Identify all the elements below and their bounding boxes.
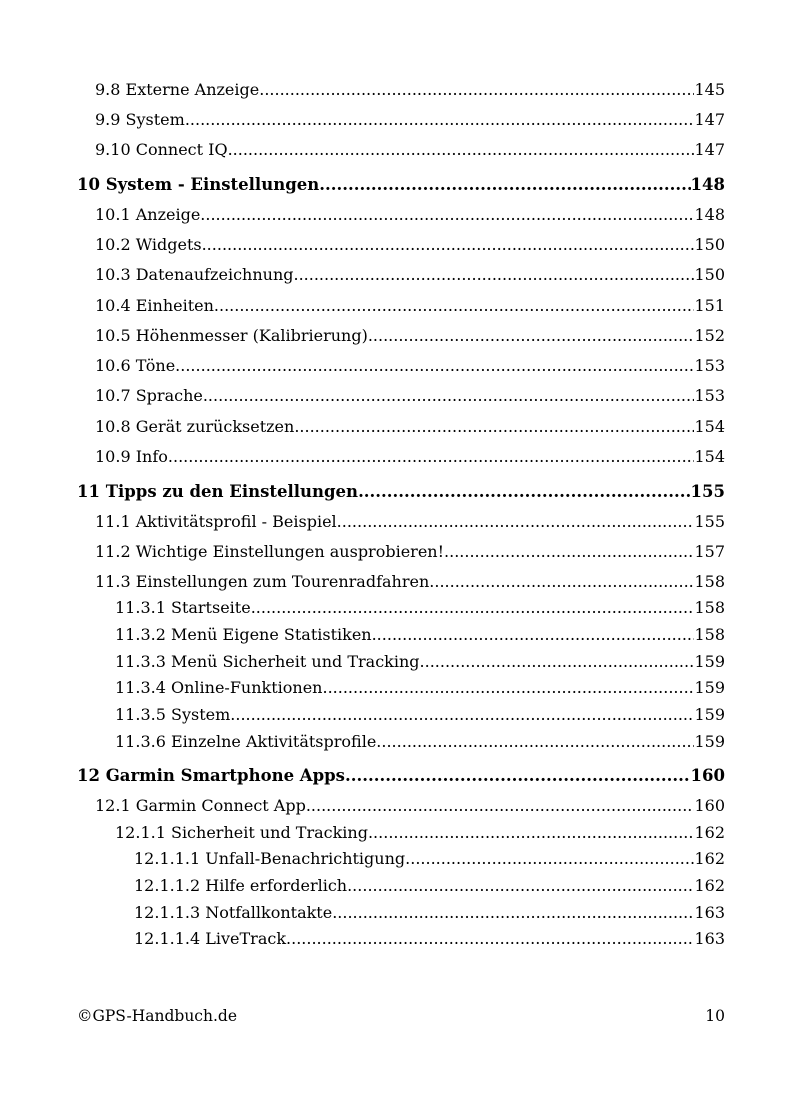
toc-entry-title: 11.1 Aktivitätsprofil - Beispiel (95, 512, 337, 531)
toc-entry[interactable] (134, 929, 725, 949)
toc-dot-leader (376, 732, 694, 752)
toc-entry-page: 162 (694, 876, 725, 895)
toc-entry-title: 10.9 Info (95, 447, 168, 466)
toc-dot-leader (337, 512, 695, 532)
toc-dot-leader (251, 598, 695, 618)
toc-entry-page: 162 (694, 823, 725, 842)
toc-entry-title: 11.3.4 Online-Funktionen (115, 678, 323, 697)
toc-entry-page: 148 (694, 205, 725, 224)
toc-dot-leader (429, 572, 694, 592)
toc-entry-page: 147 (694, 140, 725, 159)
toc-dot-leader (230, 705, 694, 725)
toc-entry-title: 10.4 Einheiten (95, 296, 214, 315)
toc-entry-page: 160 (690, 766, 725, 785)
toc-entry[interactable] (95, 326, 725, 346)
toc-entry[interactable] (77, 766, 725, 786)
toc-dot-leader (420, 652, 695, 672)
toc-dot-leader (293, 265, 694, 285)
toc-dot-leader (286, 929, 694, 949)
toc-entry[interactable] (115, 823, 725, 843)
toc-entry-title: 12.1.1.4 LiveTrack (134, 929, 287, 948)
toc-entry[interactable] (115, 705, 725, 725)
toc-dot-leader (444, 542, 694, 562)
toc-entry-page: 150 (694, 235, 725, 254)
toc-entry-title: 12 Garmin Smartphone Apps (77, 766, 345, 785)
toc-dot-leader (306, 796, 695, 816)
toc-dot-leader (332, 903, 694, 923)
toc-entry-page: 159 (694, 652, 725, 671)
toc-entry[interactable] (95, 542, 725, 562)
toc-entry[interactable] (115, 678, 725, 698)
toc-entry-title: 11.2 Wichtige Einstellungen ausprobieren! (95, 542, 445, 561)
toc-entry-title: 11.3.6 Einzelne Aktivitätsprofile (115, 732, 377, 751)
toc-entry-page: 154 (694, 447, 725, 466)
toc-entry-page: 155 (690, 482, 725, 501)
toc-dot-leader (185, 110, 695, 130)
toc-entry[interactable] (134, 849, 725, 869)
toc-entry[interactable] (95, 235, 725, 255)
footer-copyright: ©GPS-Handbuch.de (77, 1007, 237, 1025)
toc-entry-page: 158 (694, 598, 725, 617)
toc-dot-leader (372, 625, 695, 645)
toc-entry-page: 157 (694, 542, 725, 561)
toc-entry-title: 10.7 Sprache (95, 386, 203, 405)
toc-dot-leader (203, 386, 695, 406)
toc-entry-title: 12.1 Garmin Connect App (95, 796, 306, 815)
toc-entry[interactable] (95, 110, 725, 130)
toc-entry-page: 163 (694, 903, 725, 922)
toc-entry[interactable] (95, 796, 725, 816)
toc-entry-title: 12.1.1.1 Unfall-Benachrichtigung (134, 849, 406, 868)
toc-entry-title: 12.1.1.2 Hilfe erforderlich (134, 876, 348, 895)
toc-entry-page: 159 (694, 732, 725, 751)
toc-dot-leader (175, 356, 694, 376)
toc-entry-page: 152 (694, 326, 725, 345)
toc-entry-page: 158 (694, 572, 725, 591)
toc-entry[interactable] (95, 80, 725, 100)
toc-entry[interactable] (115, 732, 725, 752)
toc-entry-title: 10.8 Gerät zurücksetzen (95, 417, 295, 436)
toc-entry[interactable] (95, 296, 725, 316)
toc-entry-title: 9.10 Connect IQ (95, 140, 228, 159)
toc-entry-title: 11 Tipps zu den Einstellungen (77, 482, 359, 501)
toc-dot-leader (368, 326, 695, 346)
toc-entry-page: 158 (694, 625, 725, 644)
toc-entry-page: 148 (690, 175, 725, 194)
toc-entry[interactable] (95, 205, 725, 225)
toc-entry[interactable] (115, 598, 725, 618)
toc-entry[interactable] (95, 447, 725, 467)
toc-entry[interactable] (115, 652, 725, 672)
toc-entry[interactable] (95, 512, 725, 532)
toc-entry-title: 12.1.1 Sicherheit und Tracking (115, 823, 368, 842)
toc-dot-leader (259, 80, 694, 100)
toc-dot-leader (294, 417, 694, 437)
toc-entry-title: 10 System - Einstellungen (77, 175, 320, 194)
toc-entry-title: 9.9 System (95, 110, 185, 129)
toc-dot-leader (405, 849, 694, 869)
toc-entry-page: 155 (694, 512, 725, 531)
toc-dot-leader (228, 140, 695, 160)
toc-entry[interactable] (77, 175, 725, 195)
toc-dot-leader (319, 175, 690, 195)
toc-entry-title: 10.2 Widgets (95, 235, 202, 254)
toc-entry-title: 10.3 Datenaufzeichnung (95, 265, 294, 284)
toc-entry-title: 9.8 Externe Anzeige (95, 80, 260, 99)
toc-entry-page: 153 (694, 386, 725, 405)
toc-entry-title: 11.3 Einstellungen zum Tourenradfahren (95, 572, 430, 591)
toc-entry-title: 11.3.1 Startseite (115, 598, 251, 617)
toc-entry-title: 11.3.2 Menü Eigene Statistiken (115, 625, 372, 644)
toc-entry-page: 151 (694, 296, 725, 315)
toc-dot-leader (368, 823, 694, 843)
toc-dot-leader (200, 205, 694, 225)
toc-entry[interactable] (95, 572, 725, 592)
toc-entry[interactable] (95, 356, 725, 376)
toc-entry-title: 10.6 Töne (95, 356, 176, 375)
toc-entry-title: 12.1.1.3 Notfallkontakte (134, 903, 333, 922)
toc-dot-leader (358, 482, 690, 502)
toc-entry-page: 150 (694, 265, 725, 284)
page-footer (77, 1006, 725, 1026)
toc-entry[interactable] (95, 417, 725, 437)
toc-dot-leader (214, 296, 695, 316)
toc-entry-page: 154 (694, 417, 725, 436)
toc-entry-page: 159 (694, 678, 725, 697)
toc-entry-page: 159 (694, 705, 725, 724)
toc-entry-page: 162 (694, 849, 725, 868)
toc-entry-title: 11.3.3 Menü Sicherheit und Tracking (115, 652, 420, 671)
toc-entry[interactable] (95, 265, 725, 285)
toc-entry[interactable] (134, 876, 725, 896)
toc-dot-leader (168, 447, 695, 467)
toc-entry-page: 147 (694, 110, 725, 129)
toc-entry-title: 11.3.5 System (115, 705, 231, 724)
toc-entry-title: 10.5 Höhenmesser (Kalibrierung) (95, 326, 368, 345)
toc-entry-page: 153 (694, 356, 725, 375)
toc-dot-leader (347, 876, 694, 896)
toc-entry[interactable] (115, 625, 725, 645)
toc-dot-leader (202, 235, 695, 255)
footer-page-number: 10 (705, 1007, 725, 1025)
toc-entry-title: 10.1 Anzeige (95, 205, 201, 224)
toc-entry-page: 163 (694, 929, 725, 948)
toc-dot-leader (322, 678, 694, 698)
toc-entry-page: 145 (694, 80, 725, 99)
toc-entry[interactable] (77, 482, 725, 502)
toc-dot-leader (345, 766, 691, 786)
toc-entry[interactable] (95, 140, 725, 160)
toc-entry[interactable] (134, 903, 725, 923)
toc-entry[interactable] (95, 386, 725, 406)
toc-entry-page: 160 (694, 796, 725, 815)
